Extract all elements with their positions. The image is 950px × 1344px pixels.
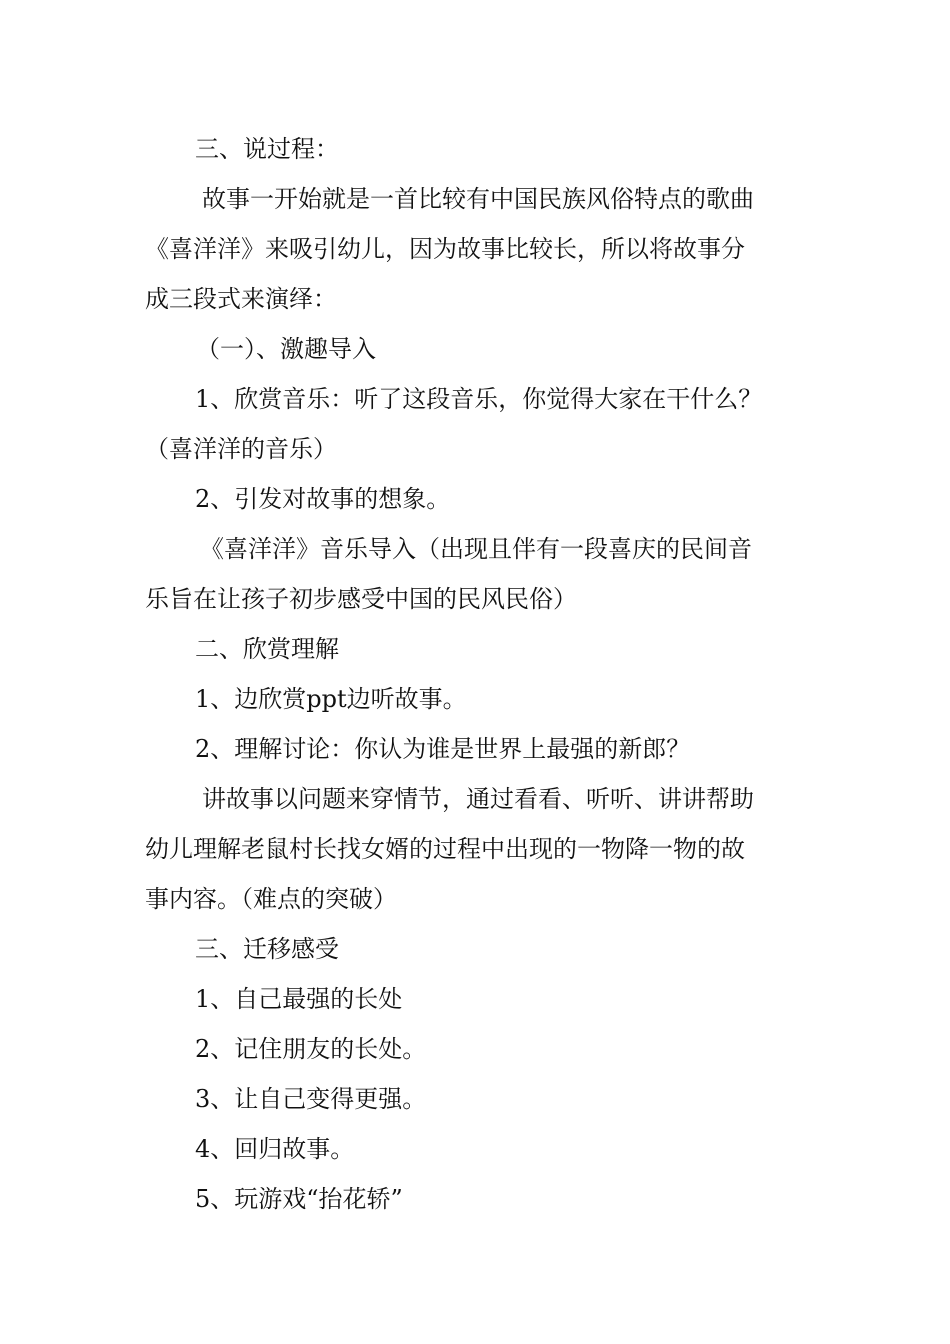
text-line-03: 《喜洋洋》来吸引幼儿，因为故事比较长，所以将故事分 bbox=[145, 235, 745, 263]
text-line-06: 1、欣赏音乐：听了这段音乐，你觉得大家在干什么？ bbox=[195, 385, 763, 413]
text-line-21: 4、回归故事。 bbox=[195, 1135, 355, 1163]
text-line-10: 乐旨在让孩子初步感受中国的民风民俗） bbox=[145, 585, 577, 613]
text-line-04: 成三段式来演绎： bbox=[145, 285, 337, 313]
text-line-01: 三、说过程： bbox=[195, 135, 339, 163]
text-line-16: 事内容。（难点的突破） bbox=[145, 885, 397, 913]
text-line-13: 2、理解讨论：你认为谁是世界上最强的新郎？ bbox=[195, 735, 691, 763]
text-line-14: 讲故事以问题来穿情节，通过看看、听听、讲讲帮助 bbox=[202, 785, 754, 813]
text-line-08: 2、引发对故事的想象。 bbox=[195, 485, 451, 513]
text-line-18: 1、自己最强的长处 bbox=[195, 985, 403, 1013]
text-line-19: 2、记住朋友的长处。 bbox=[195, 1035, 427, 1063]
text-line-09: 《喜洋洋》音乐导入（出现且伴有一段喜庆的民间音 bbox=[200, 535, 752, 563]
text-line-15: 幼儿理解老鼠村长找女婿的过程中出现的一物降一物的故 bbox=[145, 835, 745, 863]
text-line-11: 二、欣赏理解 bbox=[195, 635, 339, 663]
text-line-02: 故事一开始就是一首比较有中国民族风俗特点的歌曲 bbox=[202, 185, 754, 213]
text-line-20: 3、让自己变得更强。 bbox=[195, 1085, 427, 1113]
text-line-12: 1、边欣赏ppt边听故事。 bbox=[195, 685, 467, 713]
text-line-07: （喜洋洋的音乐） bbox=[145, 435, 337, 463]
text-line-17: 三、迁移感受 bbox=[195, 935, 339, 963]
text-line-05: （一）、激趣导入 bbox=[196, 335, 376, 363]
text-line-22: 5、玩游戏“抬花轿” bbox=[195, 1185, 403, 1213]
